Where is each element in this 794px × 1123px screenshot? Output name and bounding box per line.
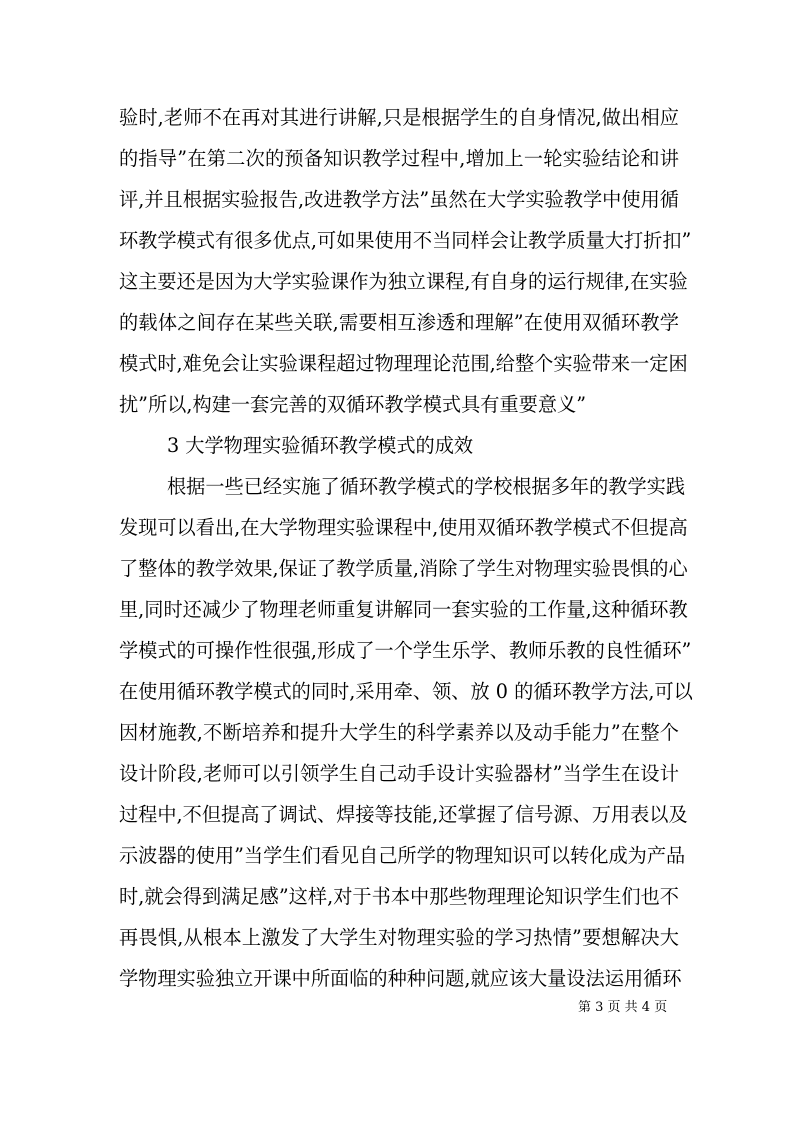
paragraph-line: 在使用循环教学模式的同时,采用牵、领、放 0 的循环教学方法,可以 [119, 680, 693, 703]
page-number-footer: 第 3 页 共 4 页 [578, 1000, 668, 1015]
paragraph-line: 发现可以看出,在大学物理实验课程中,使用双循环教学模式不但提高 [119, 516, 688, 539]
paragraph-line: 里,同时还减少了物理老师重复讲解同一套实验的工作量,这种循环教 [119, 598, 688, 621]
section-heading: 3 大学物理实验循环教学模式的成效 [167, 434, 474, 457]
paragraph-line: 环教学模式有很多优点,可如果使用不当同样会让教学质量大打折扣” [119, 229, 692, 252]
paragraph-line: 这主要还是因为大学实验课作为独立课程,有自身的运行规律,在实验 [119, 270, 688, 293]
paragraph-line: 评,并且根据实验报告,改进教学方法”虽然在大学实验教学中使用循 [119, 188, 679, 211]
paragraph-line: 学物理实验独立开课中所面临的种种问题,就应该大量设法运用循环 [119, 967, 682, 990]
paragraph-line: 扰”所以,构建一套完善的双循环教学模式具有重要意义” [119, 393, 587, 416]
paragraph-line: 根据一些已经实施了循环教学模式的学校根据多年的教学实践 [167, 475, 686, 498]
paragraph-line: 的指导”在第二次的预备知识教学过程中,增加上一轮实验结论和讲 [119, 147, 679, 170]
paragraph-line: 模式时,难免会让实验课程超过物理理论范围,给整个实验带来一定困 [119, 352, 688, 375]
paragraph-line: 因材施教,不断培养和提升大学生的科学素养以及动手能力”在整个 [119, 721, 679, 744]
paragraph-line: 学模式的可操作性很强,形成了一个学生乐学、教师乐教的良性循环” [119, 639, 692, 662]
paragraph-line: 的载体之间存在某些关联,需要相互渗透和理解”在使用双循环教学 [119, 311, 679, 334]
paragraph-line: 过程中,不但提高了调试、焊接等技能,还掌握了信号源、万用表以及 [119, 803, 688, 826]
paragraph-line: 设计阶段,老师可以引领学生自己动手设计实验器材”当学生在设计 [119, 762, 679, 785]
paragraph-line: 验时,老师不在再对其进行讲解,只是根据学生的自身情况,做出相应 [119, 106, 679, 129]
paragraph-line: 示波器的使用”当学生们看见自己所学的物理知识可以转化成为产品 [119, 844, 686, 867]
paragraph-line: 再畏惧,从根本上激发了大学生对物理实验的学习热情”要想解决大 [119, 926, 679, 949]
paragraph-line: 了整体的教学效果,保证了教学质量,消除了学生对物理实验畏惧的心 [119, 557, 688, 580]
paragraph-line: 时,就会得到满足感”这样,对于书本中那些物理理论知识学生们也不 [119, 885, 679, 908]
